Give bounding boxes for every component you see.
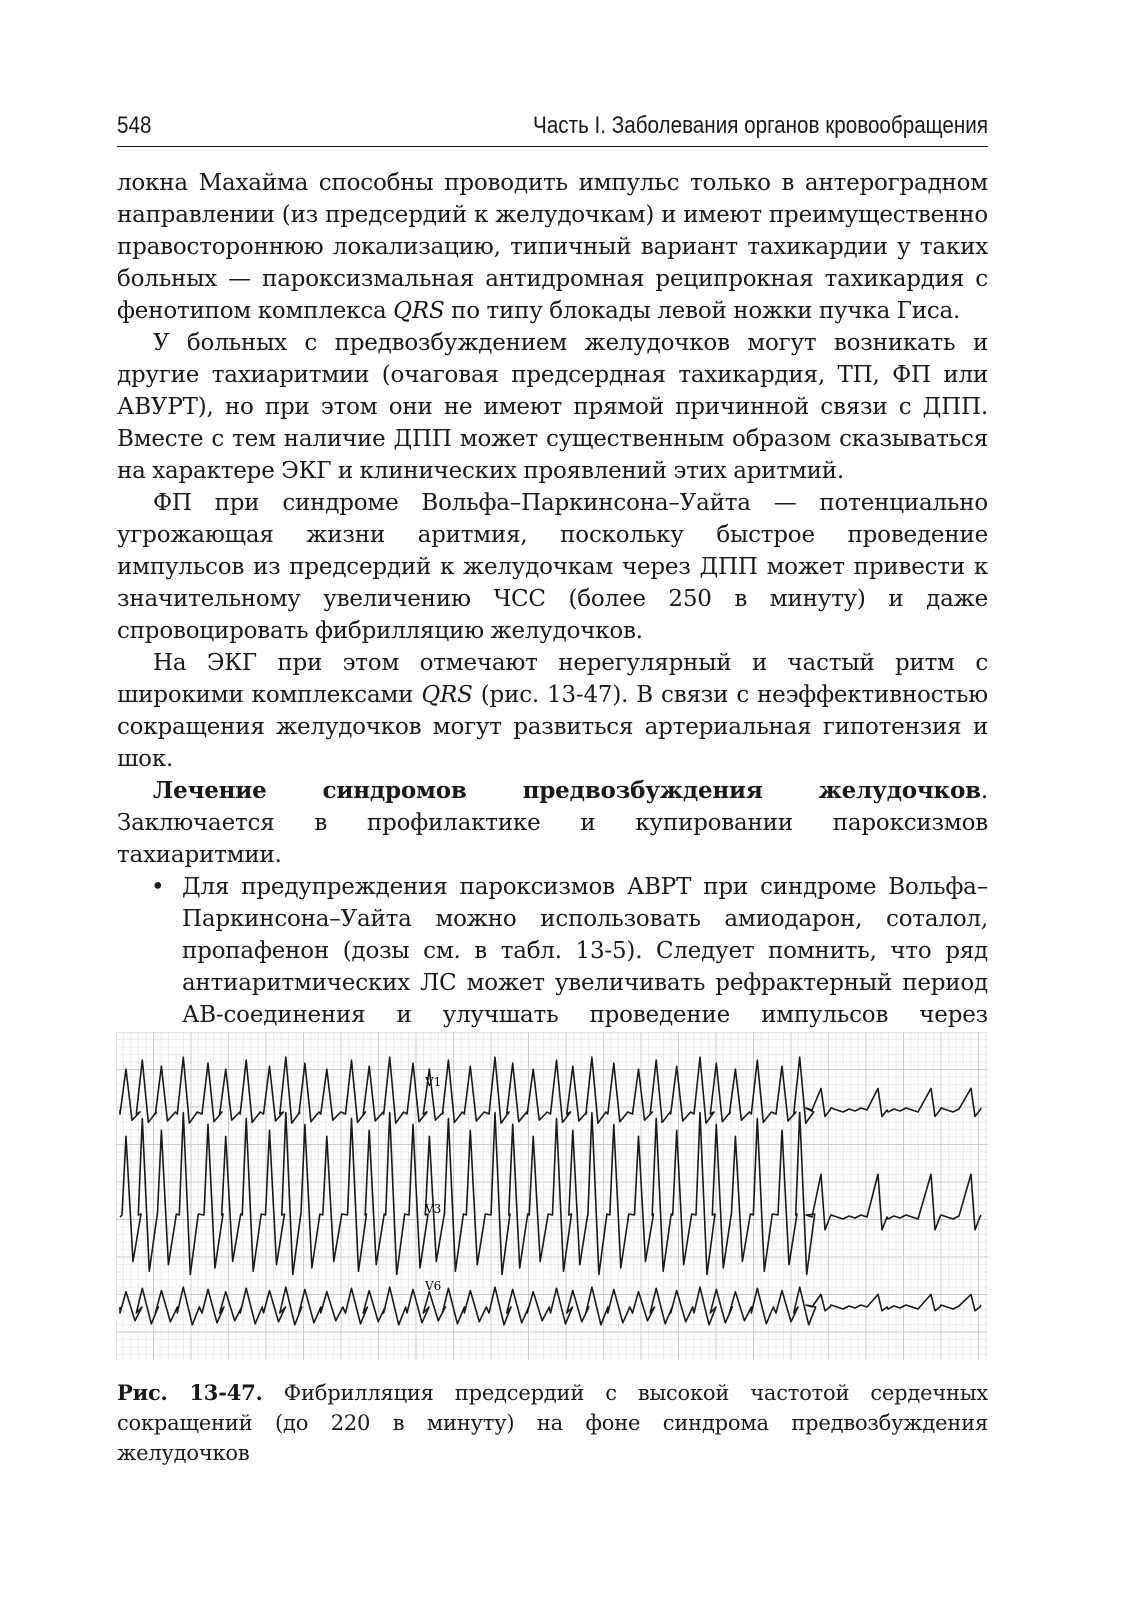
caption-text: Фибрилляция предсердий с высокой частотой сердечных сокращений (до 220 в минуту) на фоне синдрома предвозбуждения желудочков: [117, 1381, 988, 1465]
paragraph-3: ФП при синдроме Вольфа–Паркинсона–Уайта — потенциально угрожающая жизни аритмия, поскольку быстрое проведение импульсов из предсердий к желудочкам через ДПП может привести к значительному увеличению ЧСС (более 250 в минуту) и даже спровоцировать фибрилляцию желудочков.: [117, 490, 988, 644]
paragraph-2: У больных с предвозбуждением желудочков могут возникать и другие тахиаритмии (очаговая предсердная тахикардия, ТП, ФП или АВУРТ), но при этом они не имеют прямой причинной связи с ДПП. Вместе с тем наличие ДПП может существенным образом сказываться на характере ЭКГ и клинических проявлений этих аритмий.: [117, 330, 988, 484]
running-header: [117, 108, 988, 147]
bullet-item-1: • Для предупреждения пароксизмов АВРТ при синдроме Вольфа–Паркинсона–Уайта можно использовать амиодарон, соталол, пропафенон (дозы см. в табл. 13-5). Следует помнить, что ряд антиаритмических ЛС может увеличивать рефрактерный период АВ-соединения и улучшать проведение импульсов через: [117, 871, 988, 1095]
body-text: [117, 167, 988, 1095]
lead-label-v6: V6: [425, 1279, 442, 1293]
figure-caption: [117, 1378, 988, 1468]
page-number: 548: [117, 112, 152, 139]
qrs-term: QRS: [421, 682, 473, 708]
lead-label-v1: V1: [425, 1075, 442, 1089]
lead-label-v3: V3: [425, 1202, 442, 1216]
running-title: Часть I. Заболевания органов кровообращения: [533, 112, 988, 139]
paragraph-4: На ЭКГ при этом отмечают нерегулярный и частый ритм с широкими комплексами QRS (рис. 13-47). В связи с неэффективностью сокращения желудочков могут развиться артериальная гипотензия и шок.: [117, 650, 988, 772]
caption-label: Рис. 13-47.: [117, 1380, 263, 1405]
paragraph-5: Лечение синдромов предвозбуждения желудочков. Заключается в профилактике и купировании пароксизмов тахиаритмии.: [117, 777, 988, 868]
qrs-term: QRS: [393, 298, 445, 324]
paragraph-1: локна Махайма способны проводить импульс только в антероградном направлении (из предсердий к желудочкам) и имеют преимущественно правостороннюю локализацию, типичный вариант тахикардии у таких больных — пароксизмальная антидромная реципрокная тахикардия с фенотипом комплекса QRS по типу блокады левой ножки пучка Гиса.: [117, 170, 988, 324]
ecg-figure: [116, 1032, 988, 1360]
ecg-paper: [116, 1032, 988, 1360]
bullet-mark: •: [151, 874, 165, 900]
section-heading: Лечение синдромов предвозбуждения желудочков: [153, 777, 981, 804]
